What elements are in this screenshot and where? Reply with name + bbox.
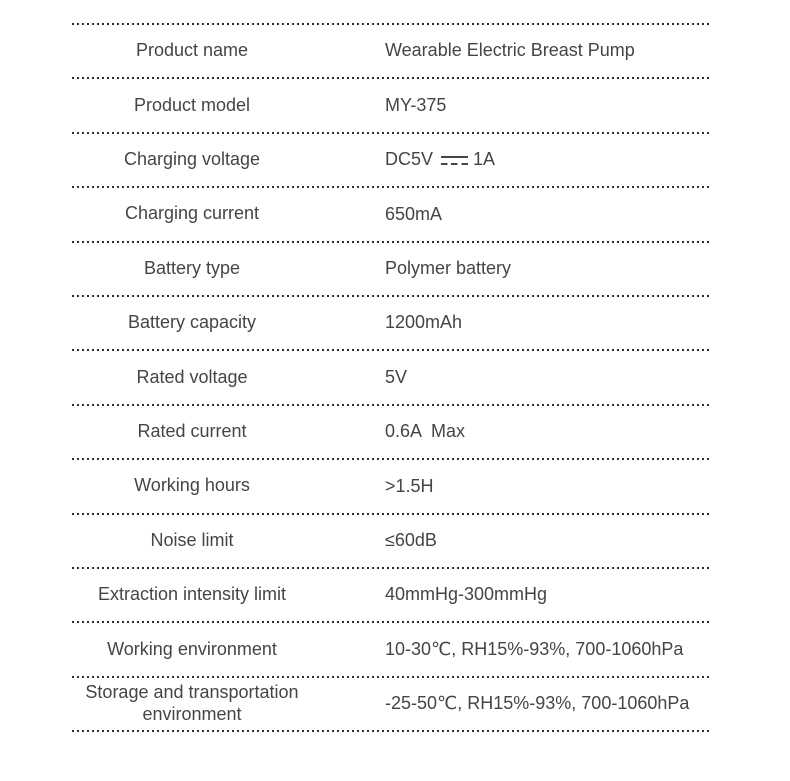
direct-current-icon (441, 156, 468, 165)
spec-label-cell (72, 682, 312, 726)
spec-label: Rated voltage (136, 366, 248, 387)
spec-value: 1200mAh (385, 312, 463, 333)
spec-label: Rated current (137, 420, 247, 441)
spec-row (72, 515, 711, 567)
spec-value-cell (312, 693, 711, 715)
spec-label-cell (72, 639, 312, 661)
spec-value-cell (312, 639, 711, 661)
spec-value-cell (312, 584, 711, 606)
spec-row (72, 569, 711, 621)
spec-value-cell (312, 476, 711, 498)
spec-value: 10-30℃, RH15%-93%, 700-1060hPa (385, 638, 684, 659)
spec-value: -25-50℃, RH15%-93%, 700-1060hPa (385, 693, 690, 714)
spec-label: Charging voltage (123, 149, 261, 169)
spec-label: Battery type (143, 257, 241, 278)
spec-label: Noise limit (150, 529, 234, 550)
spec-value-prefix: DC5V (385, 149, 434, 170)
spec-value-cell (312, 530, 711, 552)
dotted-separator (72, 730, 711, 732)
spec-row (72, 351, 711, 403)
spec-value: MY-375 (385, 94, 447, 115)
spec-label-cell (72, 475, 312, 497)
spec-value-cell (312, 204, 711, 226)
spec-row (72, 79, 711, 131)
spec-row (72, 243, 711, 295)
spec-value-cell (312, 421, 711, 443)
spec-label: Working environment (107, 638, 277, 659)
spec-label: Charging current (124, 203, 260, 224)
spec-value: 40mmHg-300mmHg (385, 584, 548, 605)
spec-label: Storage and transportation environment (85, 681, 299, 724)
spec-label-cell (72, 367, 312, 389)
spec-value: ≤60dB (385, 529, 437, 550)
spec-label-cell (72, 584, 312, 606)
spec-label: Extraction intensity limit (97, 584, 287, 605)
spec-label-cell (72, 149, 312, 171)
spec-value-suffix: 1A (473, 149, 496, 170)
spec-label-cell (72, 40, 312, 62)
spec-value: 5V (385, 366, 408, 387)
spec-label: Working hours (134, 475, 250, 496)
spec-value: Polymer battery (385, 257, 512, 278)
spec-value-cell (312, 149, 711, 171)
spec-value-cell (312, 95, 711, 117)
spec-table (72, 23, 711, 732)
spec-value: 650mA (385, 203, 443, 224)
spec-label: Battery capacity (127, 312, 257, 333)
spec-row (72, 406, 711, 458)
spec-label: Product name (135, 40, 249, 61)
spec-label-cell (72, 312, 312, 334)
spec-value: 0.6A Max (385, 421, 466, 442)
spec-label-cell (72, 421, 312, 443)
spec-label-cell (72, 203, 312, 225)
spec-value-cell (312, 40, 711, 62)
spec-value-cell (312, 367, 711, 389)
spec-row (72, 297, 711, 349)
spec-row (72, 134, 711, 186)
spec-label: Product model (133, 94, 251, 115)
spec-value-cell (312, 312, 711, 334)
spec-label-cell (72, 530, 312, 552)
spec-value: >1.5H (385, 475, 434, 496)
spec-label-cell (72, 258, 312, 280)
spec-row (72, 460, 711, 512)
spec-label-cell (72, 95, 312, 117)
spec-value: Wearable Electric Breast Pump (385, 40, 635, 61)
spec-row (72, 188, 711, 240)
spec-row (72, 678, 711, 730)
spec-row (72, 25, 711, 77)
spec-value-cell (312, 258, 711, 280)
spec-row (72, 623, 711, 675)
